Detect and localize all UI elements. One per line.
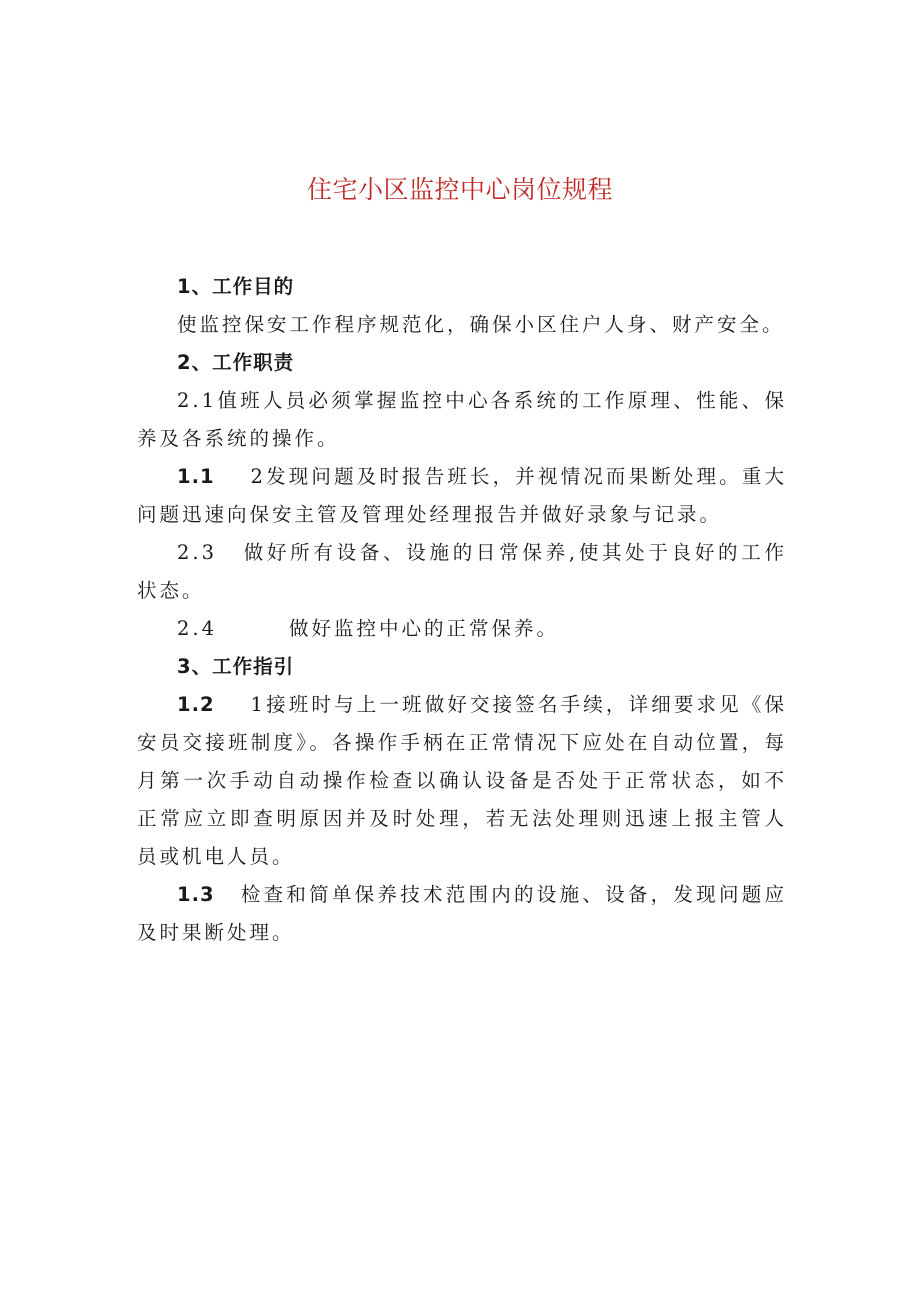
- guideline-item-1-3: [137, 876, 787, 952]
- paragraph-text: 使监控保安工作程序规范化，确保小区住户人身、财产安全。: [177, 313, 785, 336]
- item-number: 2.4: [177, 617, 218, 640]
- section-heading-duties: 2、工作职责: [177, 351, 295, 374]
- duty-item-2-4: [137, 610, 787, 648]
- item-text: 检查和简单保养技术范围内的设施、设备，发现问题应及时果断处理。: [137, 883, 787, 944]
- item-text: 做好监控中心的正常保养。: [289, 617, 560, 640]
- duty-item-1-1: [137, 458, 787, 534]
- item-number: 1.3: [177, 883, 215, 906]
- item-subnumber: 1: [250, 693, 266, 716]
- duty-item-2-3: [137, 534, 787, 610]
- item-subnumber: 2: [250, 465, 266, 488]
- purpose-paragraph: [137, 306, 787, 344]
- item-text: 值班人员必须掌握监控中心各系统的工作原理、性能、保养及各系统的操作。: [137, 389, 787, 450]
- duty-item-2-1: [137, 382, 787, 458]
- document-body: [137, 268, 787, 952]
- item-number: 2.1: [177, 389, 218, 412]
- document-title: 住宅小区监控中心岗位规程: [306, 175, 613, 204]
- item-text: 做好所有设备、设施的日常保养,使其处于良好的工作状态。: [137, 541, 787, 602]
- item-text: 发现问题及时报告班长，并视情况而果断处理。重大问题迅速向保安主管及管理处经理报告并做好录象与记录。: [137, 465, 787, 526]
- section-heading-purpose: 1、工作目的: [177, 275, 295, 298]
- section-heading-guidelines: 3、工作指引: [177, 655, 295, 678]
- guideline-item-1-2: [137, 686, 787, 876]
- item-number: 1.2: [177, 693, 215, 716]
- item-text: 接班时与上一班做好交接签名手续，详细要求见《保安员交接班制度》。各操作手柄在正常情况下应处在自动位置，每月第一次手动自动操作检查以确认设备是否处于正常状态，如不正常应立即查明原因并及时处理，若无法处理则迅速上报主管人员或机电人员。: [137, 693, 787, 868]
- item-number: 1.1: [177, 465, 215, 488]
- item-number: 2.3: [177, 541, 218, 564]
